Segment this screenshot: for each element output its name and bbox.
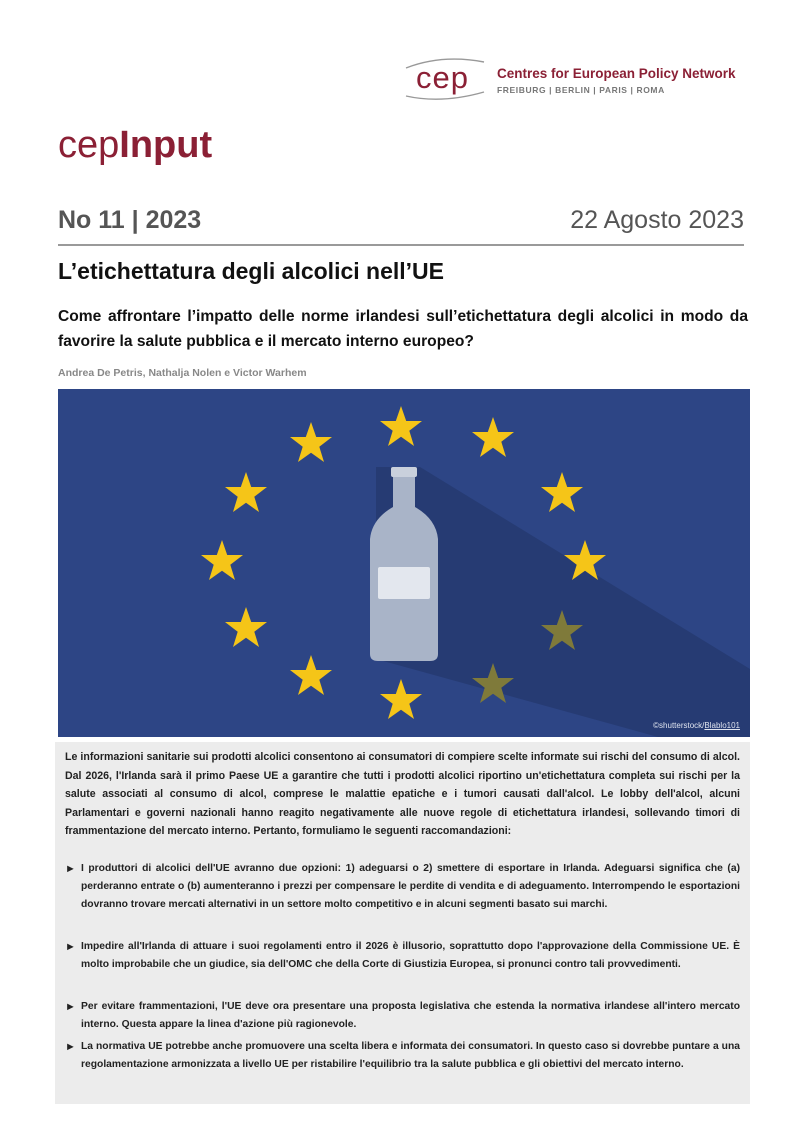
image-credit — [653, 721, 740, 730]
summary-intro: Le informazioni sanitarie sui prodotti alcolici consentono ai consumatori di compiere scelte informate sui rischi del consumo di alcol. Dal 2026, l'Irlanda sarà il primo Paese UE a garantire che tutti i prodotti alcolici riportino un'etichettatura completa sui rischi per la salute associati al consumo di alcol, comprese le malattie epatiche e i tumori causati dall'alcol. Le lobby dell'alcol, alcuni Parlamentari e governi nazionali hanno reagito negativamente alle nuove regole di etichettatura irlandesi, sollevando timori di frammentazione del mercato interno. Pertanto, formuliamo le seguenti raccomandazioni: — [65, 751, 740, 838]
recommendation-text: Per evitare frammentazioni, l'UE deve ora presentare una proposta legislativa che estenda la normativa irlandese all'intero mercato interno. Questa appare la linea d'azione più ragionevole. — [81, 1001, 740, 1030]
star-icon — [201, 540, 243, 580]
series-name: Input — [119, 124, 213, 166]
series-title — [58, 124, 212, 167]
cep-logo — [402, 56, 742, 102]
summary-box — [55, 742, 750, 1104]
authors: Andrea De Petris, Nathalja Nolen e Victor Warhem — [58, 367, 307, 379]
credit-link[interactable]: Blablo101 — [704, 721, 740, 730]
hero-image — [58, 389, 750, 737]
arrow-right-icon: ► — [65, 1041, 76, 1053]
issue-row — [58, 204, 744, 246]
star-icon — [290, 655, 332, 695]
page-title: L’etichettatura degli alcolici nell’UE — [58, 258, 444, 284]
org-name: Centres for European Policy Network — [497, 66, 736, 81]
org-cities: FREIBURG | BERLIN | PARIS | ROMA — [497, 85, 665, 95]
star-icon — [380, 679, 422, 719]
star-icon — [472, 417, 514, 457]
issue-number: No 11 | 2023 — [58, 206, 202, 234]
issue-date: 22 Agosto 2023 — [570, 206, 744, 234]
star-icon — [541, 472, 583, 512]
recommendation-text: La normativa UE potrebbe anche promuovere una scelta libera e informata dei consumatori. In questo caso si dovrebbe puntare a una regolamentazione armonizzata a livello UE per ristabilire l'equilibrio tra la salute pubblica e gli obiettivi del mercato interno. — [81, 1041, 740, 1070]
arrow-right-icon: ► — [65, 941, 76, 953]
recommendation-text: Impedire all'Irlanda di attuare i suoi regolamenti entro il 2026 è illusorio, soprattutto dopo l'approvazione della Commissione UE. È molto improbabile che un giudice, sia dell'OMC che della Corte di Giustizia Europea, si pronunci contro tali provvedimenti. — [81, 941, 740, 970]
credit-prefix: ©shutterstock/ — [653, 721, 705, 730]
eu-flag-bottle-illustration — [58, 389, 750, 737]
star-icon — [225, 607, 267, 647]
arrow-right-icon: ► — [65, 1001, 76, 1013]
recommendation-item — [65, 998, 740, 1034]
arrow-right-icon: ► — [65, 863, 76, 875]
recommendation-text: I produttori di alcolici dell'UE avranno due opzioni: 1) adeguarsi o 2) smettere di esportare in Irlanda. Adeguarsi significa che (a) perderanno entrate o (b) aumenteranno i prezzi per compensare le perdite di vendita e di adeguamento. Interrompendo le esportazioni dovranno trovare mercati alternativi in un settore molto competitivo e in alcuni segmenti basato sui marchi. — [81, 863, 740, 910]
series-prefix: cep — [58, 124, 120, 166]
logo-mark: cep — [416, 60, 469, 95]
recommendation-item — [65, 1038, 740, 1074]
page-subtitle: Come affrontare l’impatto delle norme irlandesi sull’etichettatura degli alcolici in modo da favorire la salute pubblica e il mercato interno europeo? — [58, 308, 748, 350]
star-icon — [380, 406, 422, 446]
recommendation-item — [65, 938, 740, 974]
star-icon — [290, 422, 332, 462]
recommendation-item — [65, 860, 740, 914]
star-icon — [225, 472, 267, 512]
